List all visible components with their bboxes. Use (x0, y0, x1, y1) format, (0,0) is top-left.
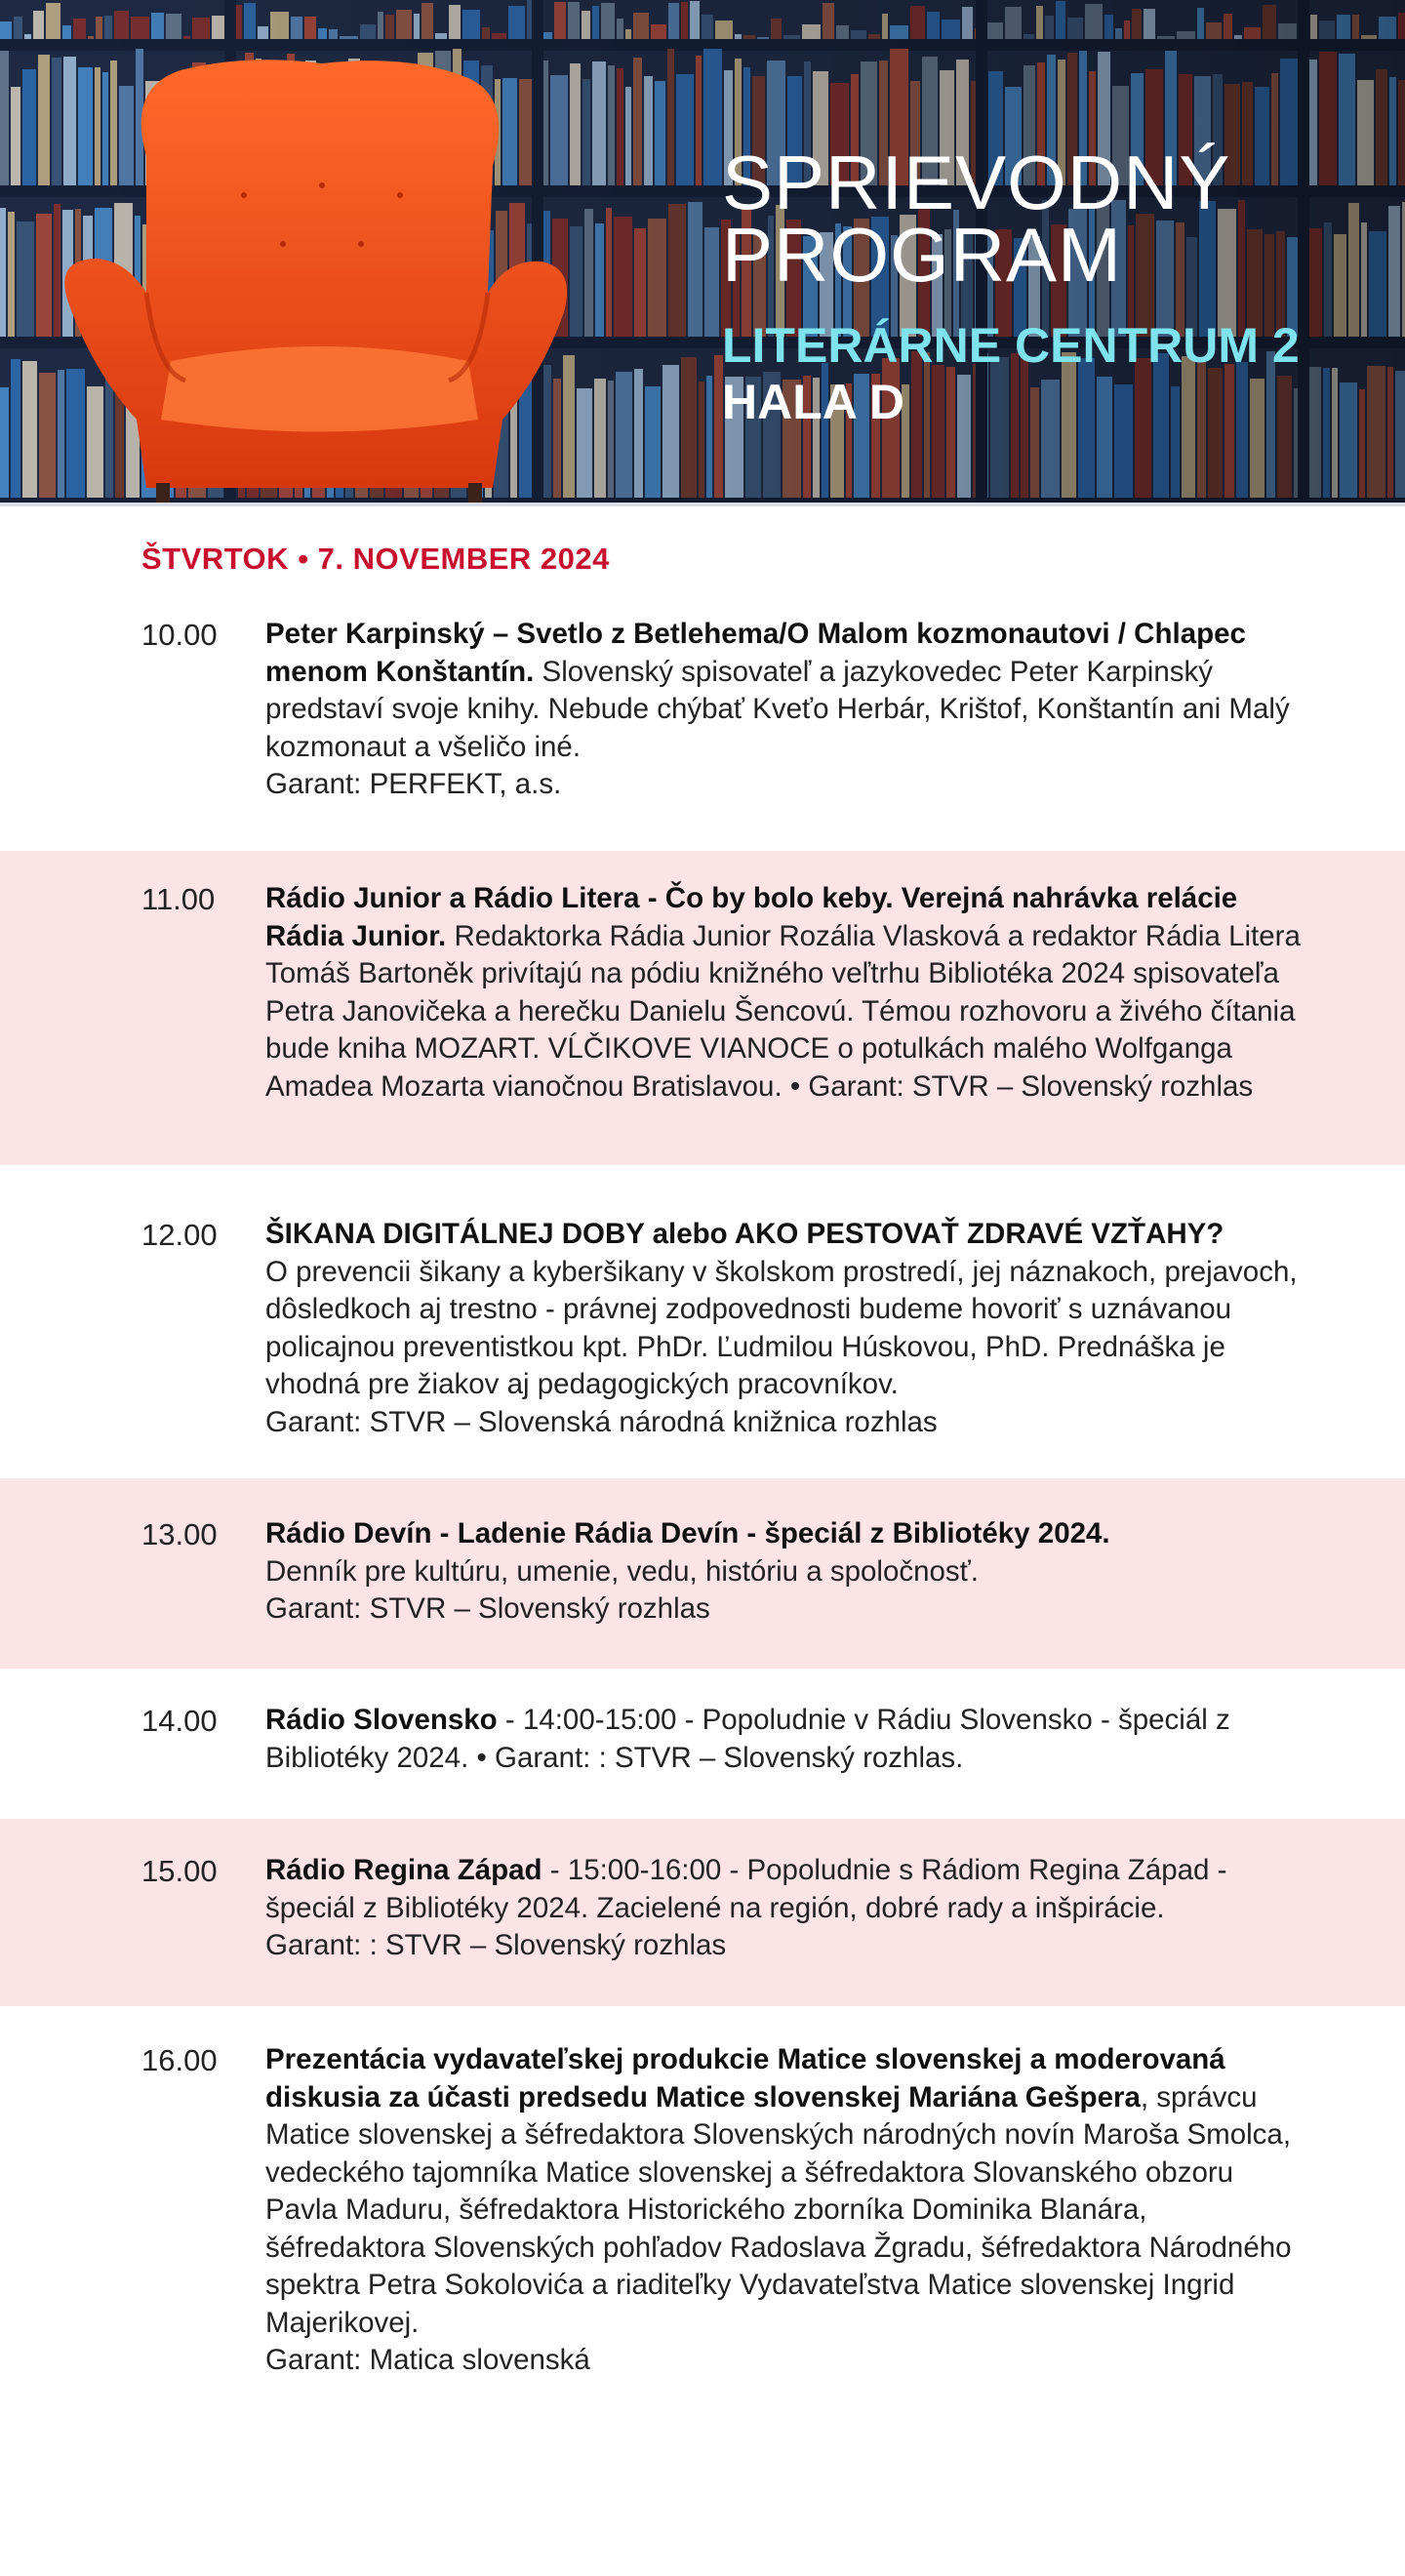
event-title: Rádio Regina Západ (265, 1854, 542, 1886)
event-description (265, 880, 1305, 1106)
hall-label: HALA D (722, 375, 905, 429)
event-description (265, 1702, 1305, 1777)
event-time: 16.00 (141, 2043, 218, 2077)
event-time: 10.00 (141, 618, 218, 652)
event-garant: Garant: STVR – Slovenský rozhlas (265, 1592, 710, 1625)
event-description (265, 1515, 1305, 1629)
date-heading (141, 542, 610, 577)
event-title: Prezentácia vydavateľskej produkcie Matice slovenskej a moderovaná diskusia za účasti predsedu Matice slovenskej Mariána Gešpera (265, 2043, 1225, 2113)
event-row-1000 (0, 610, 1405, 849)
event-time: 15.00 (141, 1854, 218, 1888)
event-row-1600 (0, 2006, 1405, 2396)
event-description (265, 2041, 1305, 2380)
event-row-1400 (0, 1669, 1405, 1817)
event-description (265, 1852, 1305, 1965)
event-text: - 14:00-15:00 - Popoludnie v Rádiu Slovensko - špeciál z Bibliotéky 2024. • Garant: : STVR – Slovenský rozhlas. (265, 1704, 1230, 1774)
event-row-1200 (0, 1165, 1405, 1477)
date-value: 7. NOVEMBER 2024 (317, 542, 610, 576)
event-garant: Garant: STVR – Slovenská národná knižnica rozhlas (265, 1405, 938, 1438)
event-title: ŠIKANA DIGITÁLNEJ DOBY alebo AKO PESTOVAŤ ZDRAVÉ VZŤAHY? (265, 1218, 1224, 1250)
event-description (265, 616, 1305, 804)
event-text: , správcu Matice slovenskej a šéfredaktora Slovenských národných novín Maroša Smolca, vedeckého tajomníka Matice slovenskej a šéfredaktora Slovanského obzoru Pavla Maduru, šéfredaktora Historického zborníka Dominika Blanára, šéfredaktora Slovenských pohľadov Radoslava Žgradu, šéfredaktora Národného spektra Petra Sokolovića a riaditeľky Vydavateľstva Matice slovenskej Ingrid Majerikovej. (265, 2080, 1292, 2339)
date-separator: • (298, 542, 309, 576)
event-time: 13.00 (141, 1517, 218, 1551)
event-row-1100 (0, 851, 1405, 1165)
event-title: Rádio Junior a Rádio Litera - Čo by bolo keby. Verejná nahrávka relácie Rádia Junior. (265, 882, 1238, 952)
venue-subtitle: LITERÁRNE CENTRUM 2 (722, 318, 1300, 373)
event-text: Redaktorka Rádia Junior Rozália Vlasková a redaktor Rádia Litera Tomáš Bartoněk privítajú na pódiu knižného veľtrhu Bibliotéka 2024 spisovateľa Petra Janovičeka a herečku Danielu Šencovú. Témou rozhovoru a živého čítania bude kniha MOZART. VĹČIKOVE VIANOCE o potulkách malého Wolfganga Amadea Mozarta vianočnou Bratislavou. • Garant: STVR – Slovenský rozhlas (265, 919, 1301, 1103)
event-garant: Garant: : STVR – Slovenský rozhlas (265, 1929, 727, 1961)
program-title-line2: PROGRAM (722, 212, 1123, 298)
event-title: Peter Karpinský – Svetlo z Betlehema/O Malom kozmonautovi / Chlapec menom Konštantín. (265, 618, 1246, 688)
event-time: 12.00 (141, 1218, 218, 1252)
event-row-1500 (0, 1819, 1405, 2006)
event-garant: Garant: Matica slovenská (265, 2344, 590, 2376)
event-time: 14.00 (141, 1704, 218, 1738)
event-time: 11.00 (141, 882, 216, 916)
event-title: Rádio Slovensko (265, 1704, 498, 1736)
event-row-1300 (0, 1478, 1405, 1669)
header-title-block (722, 140, 1300, 431)
header-divider (0, 503, 1405, 506)
event-text: Slovenský spisovateľ a jazykovedec Peter Karpinský predstaví svoje knihy. Nebude chýbať Kveťo Herbár, Krištof, Konštantín ani Malý kozmonaut a všeličo iné. (265, 655, 1290, 763)
event-title: Rádio Devín - Ladenie Rádia Devín - špeciál z Bibliotéky 2024. (265, 1517, 1110, 1550)
header-banner (0, 0, 1405, 503)
event-text: Denník pre kultúru, umenie, vedu, históriu a spoločnosť. (265, 1554, 979, 1588)
event-description (265, 1216, 1305, 1441)
program-title-line1: SPRIEVODNÝ (722, 140, 1231, 225)
event-text: O prevencii šikany a kyberšikany v školskom prostredí, jej náznakoch, prejavoch, dôsledkoch aj trestno - právnej zodpovednosti budeme hovoriť s uznávanou policajnou preventistkou kpt. PhDr. Ľudmilou Húskovou, PhD. Prednáška je vhodná pre žiakov aj pedagogických pracovníkov. (265, 1255, 1298, 1400)
event-garant: Garant: PERFEKT, a.s. (265, 768, 562, 800)
day-name: ŠTVRTOK (141, 542, 290, 576)
event-text: - 15:00-16:00 - Popoludnie s Rádiom Regina Západ - špeciál z Bibliotéky 2024. Zacielené na región, dobré rady a inšpirácie. (265, 1854, 1227, 1924)
